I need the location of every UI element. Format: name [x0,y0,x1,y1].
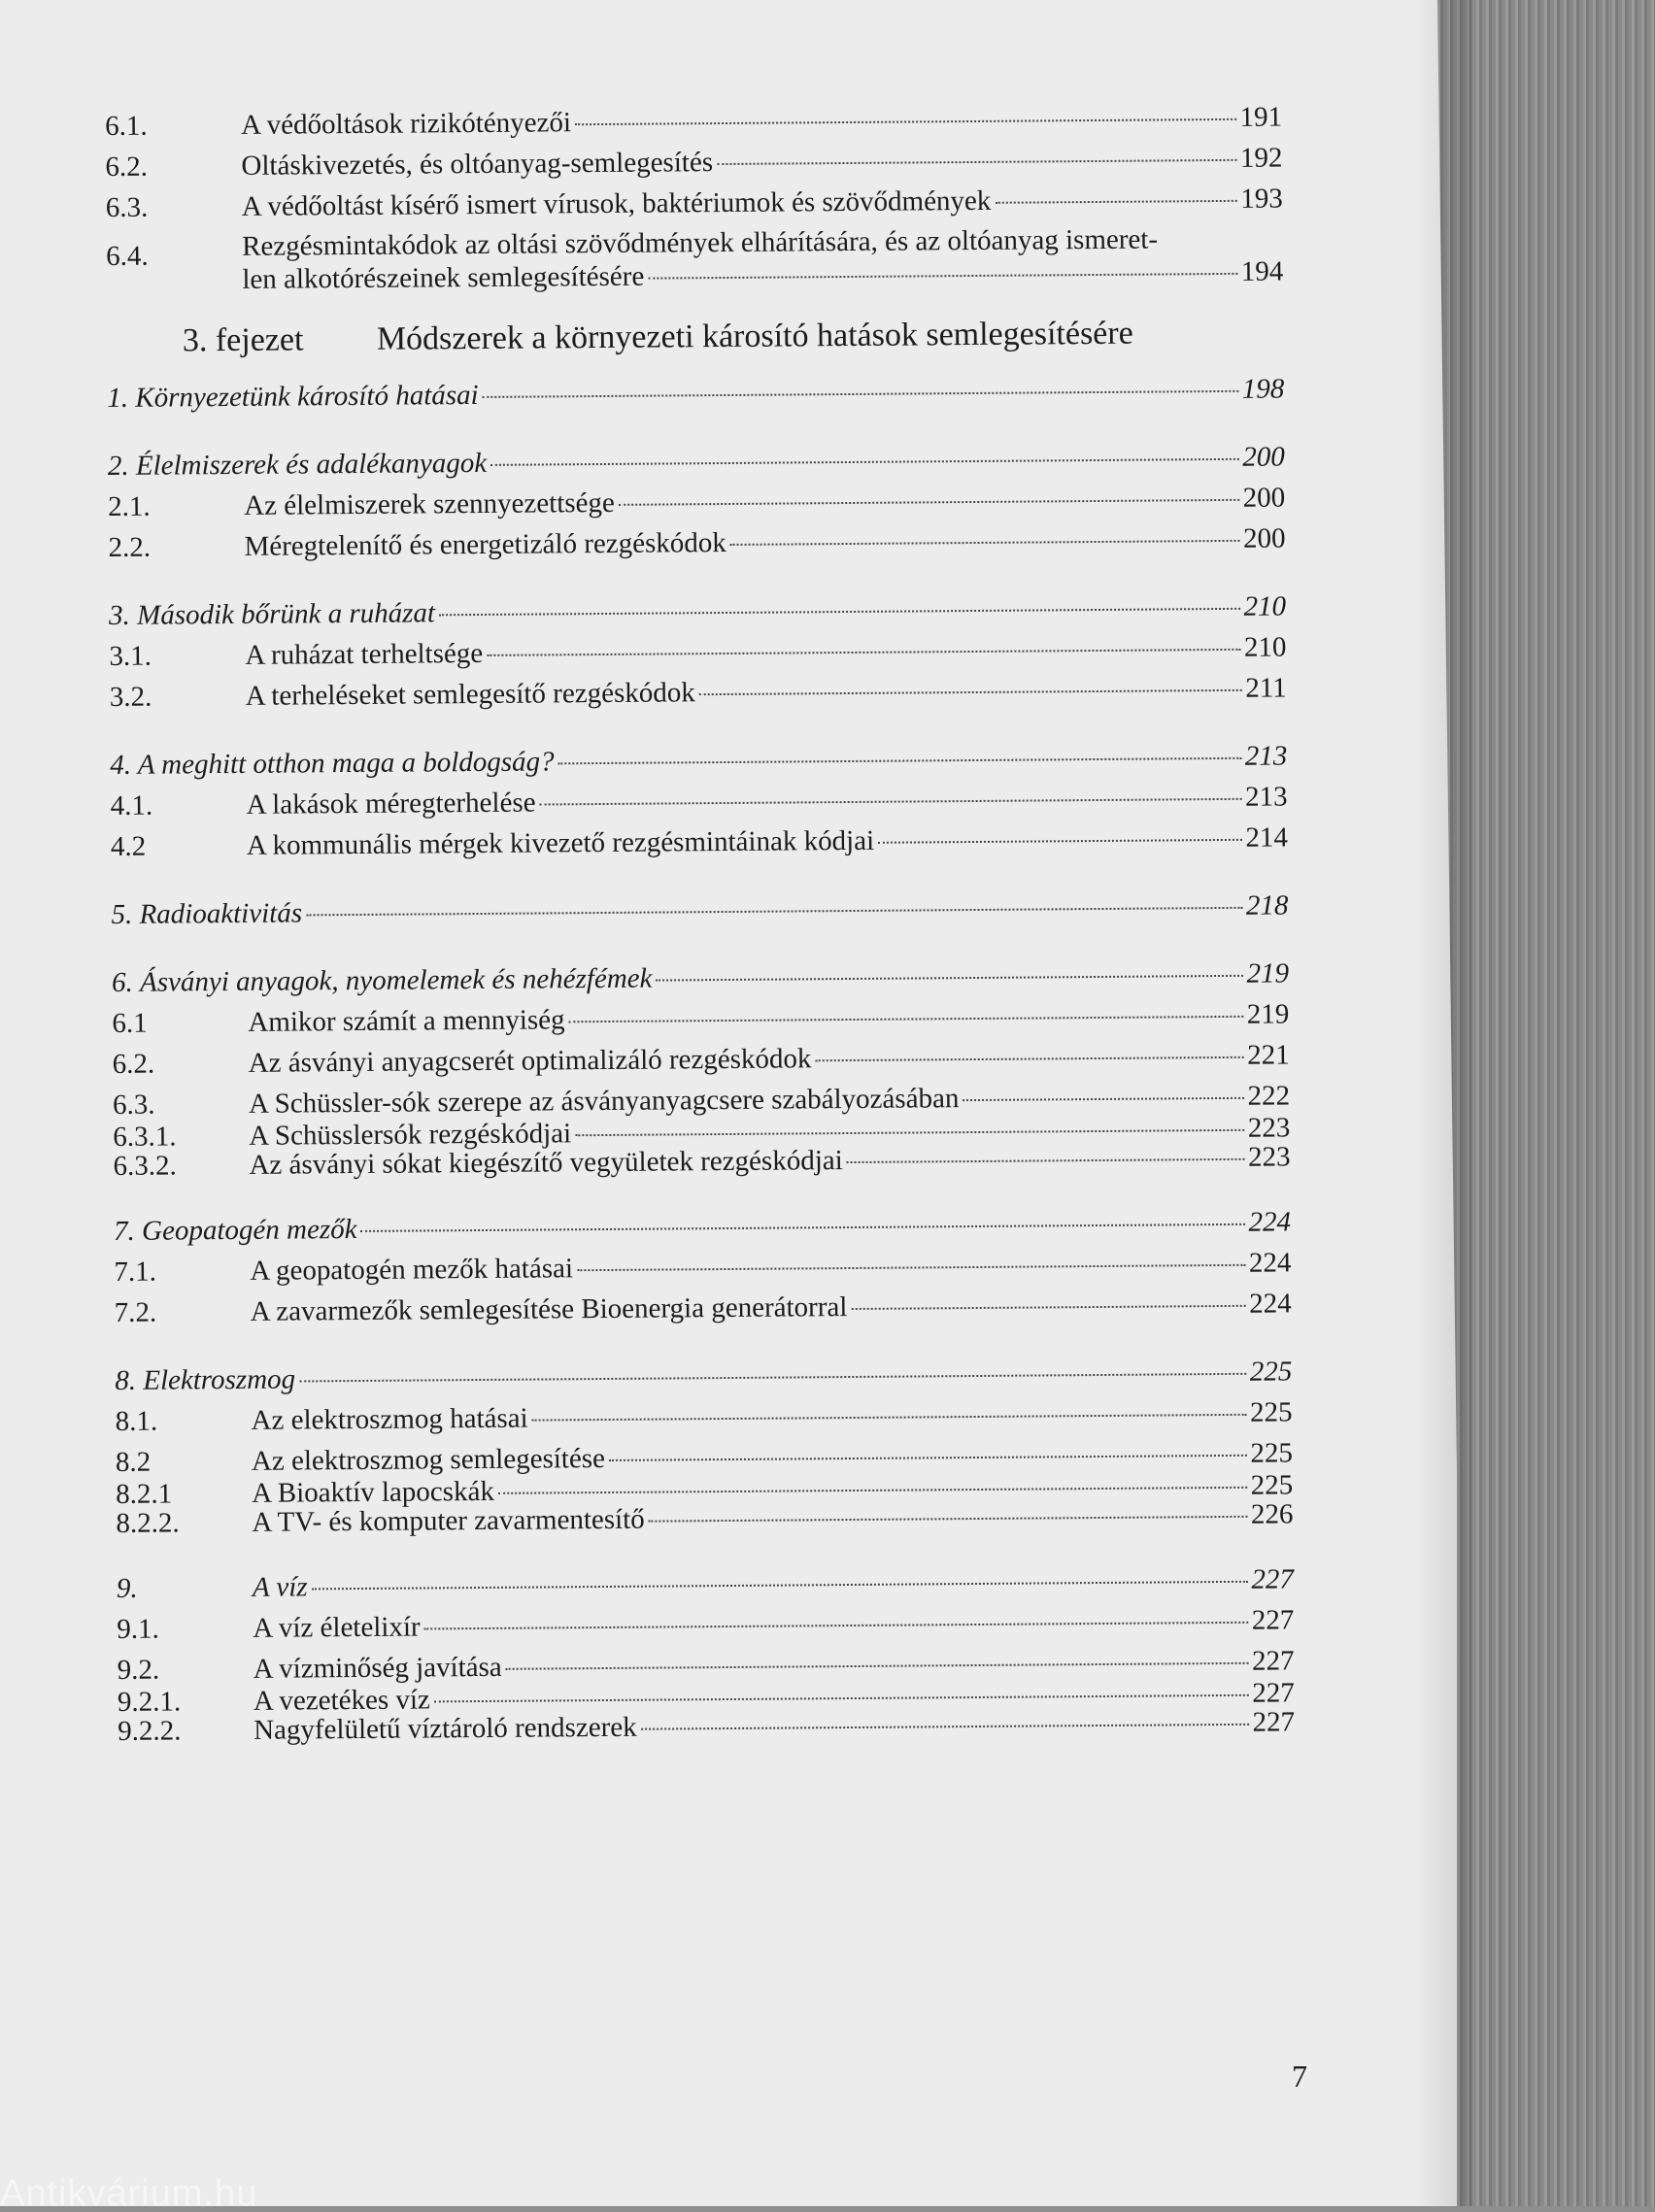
entry-number: 6.1 [112,1007,148,1039]
dot-leader [439,608,1240,616]
entry-number: 8.1. [115,1405,158,1437]
toc-entry [108,480,1285,524]
section-entry [109,588,1286,633]
dot-leader [656,975,1242,982]
entry-page: 200 [1242,522,1286,554]
dot-leader [717,159,1236,165]
dot-leader [575,118,1236,125]
dot-leader [648,273,1237,280]
dot-leader [506,1662,1248,1670]
entry-number: 2.2. [108,531,152,563]
entry-page: 211 [1245,672,1287,704]
dot-leader [424,1622,1248,1630]
dot-leader [434,1694,1249,1703]
toc-entry [108,520,1285,565]
entry-page: 227 [1251,1645,1295,1677]
entry-page: 226 [1250,1498,1294,1530]
dot-leader [730,540,1239,546]
entry-number: 6.3. [105,191,149,223]
dot-leader [361,1223,1245,1232]
section-page: 225 [1249,1356,1293,1388]
entry-title-line2: len alkotórészeinek semlegesítésére [242,260,645,295]
dot-leader [815,1056,1243,1061]
section-entry [110,738,1287,783]
entry-number: 6.3. [112,1089,155,1121]
entry-number: 4.1. [110,789,153,821]
page-number: 7 [1292,2059,1307,2094]
entry-page: 225 [1250,1437,1294,1469]
entry-title: Az elektroszmog hatásai [251,1402,528,1436]
entry-page: 223 [1247,1141,1291,1173]
section-title: 1. Környezetünk károsító hatásai [107,379,479,414]
section-entry [115,1354,1292,1398]
entry-number: 6.1. [105,110,148,142]
dot-leader [699,689,1242,695]
entry-page: 192 [1239,142,1283,174]
dot-leader [306,907,1242,917]
entry-number: 9.2.2. [117,1715,182,1747]
entry-number: 8.2.1 [116,1478,173,1510]
entry-page: 219 [1246,998,1290,1030]
toc-entry [112,996,1289,1041]
entry-number: 2.1. [108,490,151,522]
entry-title: A vízminőség javítása [253,1651,502,1685]
entry-page: 193 [1240,183,1283,215]
entry-title: A zavarmezők semlegesítése Bioenergia generátorral [250,1291,848,1327]
entry-title: Nagyfelületű víztároló rendszerek [253,1711,637,1746]
toc-entry [113,1037,1290,1082]
chapter-title: Módszerek a környezeti károsító hatások semlegesítésére [376,315,1133,357]
dot-leader [847,1158,1244,1163]
toc-entry [114,1245,1291,1290]
dot-leader [490,458,1238,466]
toc-entry [110,779,1287,823]
entry-number: 6.2. [112,1048,155,1080]
section-page: 227 [1251,1563,1295,1595]
entry-number: 8.2 [115,1446,152,1478]
section-page: 210 [1243,590,1287,622]
toc-entry [111,820,1288,864]
entry-title: Az ásványi sókat kiegészítő vegyületek rezgéskódjai [249,1145,843,1181]
entry-number: 9.2. [117,1654,160,1686]
entry-page: 224 [1249,1288,1292,1320]
dot-leader [483,390,1238,398]
dot-leader [312,1581,1248,1591]
entry-page: 213 [1244,781,1288,813]
entry-number: 9.1. [117,1613,159,1645]
entry-title: Az elektroszmog semlegesítése [251,1442,606,1477]
section-title: 7. Geopatogén mezők [113,1213,357,1247]
toc-entry [117,1602,1294,1647]
entry-number: 7.2. [114,1296,157,1328]
entry-page: 191 [1239,101,1283,133]
dot-leader [641,1724,1249,1730]
toc-entry [109,629,1286,674]
entry-page: 221 [1247,1039,1290,1071]
entry-title: Az élelmiszerek szennyezettsége [244,486,615,521]
entry-page: 222 [1247,1080,1291,1112]
entry-number: 4.2 [110,830,147,862]
chapter-heading [183,311,1284,362]
entry-number: 3.2. [109,681,152,713]
toc-entry [115,1394,1292,1439]
entry-title: A terheléseket semlegesítő rezgéskódok [245,677,695,712]
dot-leader [532,1414,1246,1422]
dot-leader [575,1129,1244,1136]
dot-leader [878,839,1241,844]
table-of-contents [105,99,1295,1745]
entry-number: 6.4. [106,240,149,272]
dot-leader [498,1487,1247,1494]
entry-page: 200 [1242,482,1286,514]
dot-leader [487,649,1240,656]
toc-entry [106,181,1283,225]
dot-leader [851,1305,1245,1310]
entry-title: A védőoltást kísérő ismert vírusok, baktériumok és szövődmények [241,184,992,222]
entry-number: 7.1. [114,1256,157,1288]
dot-leader [577,1264,1245,1271]
entry-number: 6.3.2. [113,1150,177,1182]
dot-leader [609,1455,1246,1461]
section-page: 218 [1245,889,1289,922]
entry-page: 223 [1247,1112,1291,1144]
entry-title: Az ásványi anyagcserét optimalizáló rezgéskódok [248,1043,812,1079]
entry-title: A TV- és komputer zavarmentesítő [252,1503,645,1538]
section-title: 6. Ásványi anyagok, nyomelemek és nehézfémek [111,962,653,998]
entry-number: 3.1. [109,640,152,672]
entry-number: 6.2. [105,151,149,183]
entry-title: Méregtelenítő és energetizáló rezgéskódok [244,526,726,562]
entry-title: A geopatogén mezők hatásai [250,1253,574,1287]
section-page: 200 [1242,441,1285,473]
entry-page: 214 [1245,821,1289,854]
section-entry [108,439,1285,484]
section-page: 224 [1248,1206,1292,1238]
dot-leader [558,757,1241,765]
entry-title: A víz életelixír [253,1611,421,1644]
toc-entry [106,221,1283,297]
section-entry [112,955,1289,1000]
section-title: 5. Radioaktivitás [111,897,303,930]
section-title: 3. Második bőrünk a ruházat [108,597,436,631]
dot-leader [995,200,1236,204]
entry-title: Amikor számít a mennyiség [248,1004,565,1038]
entry-page: 227 [1252,1706,1296,1738]
section-page: 198 [1241,373,1285,405]
dot-leader [569,1016,1243,1022]
entry-title: A ruházat terheltsége [245,637,484,671]
section-number: 9. [116,1572,138,1604]
entry-title: A védőoltások rizikótényezői [241,107,572,141]
entry-title: A vezetékes víz [253,1684,430,1717]
section-page: 219 [1246,957,1290,989]
entry-title: A kommunális mérgek kivezető rezgésmintáinak kódjai [246,824,875,861]
section-title: 8. Elektroszmog [115,1363,296,1396]
entry-title: Oltáskivezetés, és oltóanyag-semlegesítés [241,147,714,182]
entry-number: 6.3.1. [113,1121,177,1153]
entry-title: A Schüssler-sók szerepe az ásványanyagcsere szabályozásában [248,1083,960,1120]
section-entry [111,888,1288,932]
section-entry [114,1204,1291,1249]
dot-leader [619,499,1239,506]
entry-page: 194 [1240,255,1284,287]
section-entry [107,371,1284,416]
dot-leader [540,798,1242,806]
section-title: 4. A meghitt otthon maga a boldogság? [110,746,555,781]
entry-number: 8.2.2. [116,1507,180,1539]
section-page: 213 [1244,740,1288,772]
entry-title: A Bioaktív lapocskák [252,1475,495,1509]
toc-entry [110,670,1287,715]
dot-leader [299,1373,1246,1383]
section-title: 2. Élelmiszerek és adalékanyagok [107,447,488,482]
dot-leader [649,1516,1247,1523]
entry-page: 227 [1251,1604,1295,1636]
section-entry [117,1561,1294,1606]
dot-leader [963,1097,1243,1101]
entry-page: 225 [1249,1396,1293,1428]
entry-page: 224 [1248,1247,1292,1279]
entry-page: 225 [1250,1469,1294,1501]
entry-title: A Schüsslersók rezgéskódjai [249,1118,572,1152]
entry-page: 210 [1243,631,1287,663]
toc-entry [105,140,1282,184]
entry-page: 227 [1252,1677,1295,1709]
section-title: A víz [252,1571,308,1603]
toc-entry [115,1286,1292,1330]
entry-title: A lakások méregterhelése [246,787,536,821]
entry-number: 9.2.1. [117,1686,182,1718]
watermark: Antikvárium.hu [0,2173,258,2212]
entry-title-line1: Rezgésmintakódok az oltási szövődmények elhárítására, és az oltóanyag ismeret- [241,223,1159,262]
chapter-number: 3. fejezet [182,321,304,359]
